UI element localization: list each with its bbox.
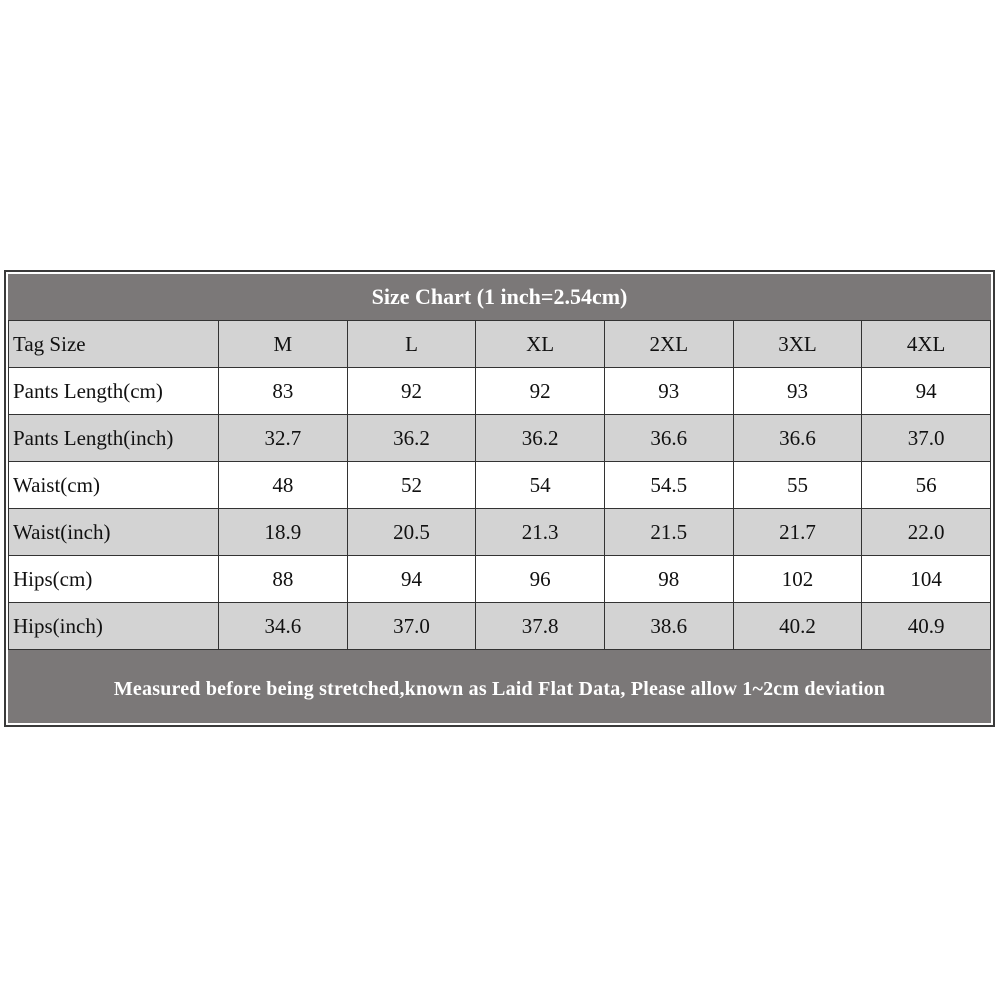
measurement-value: 52 [347,462,476,509]
measurement-value: 93 [604,368,733,415]
measurement-value: 36.2 [476,415,605,462]
measurement-value: 56 [862,462,991,509]
measurement-value: 48 [219,462,348,509]
measurement-value: 92 [347,368,476,415]
measurement-value: 94 [862,368,991,415]
measurement-value: 21.7 [733,509,862,556]
size-column-header: 2XL [604,321,733,368]
measurement-value: 22.0 [862,509,991,556]
measurement-value: 88 [219,556,348,603]
measurement-row [9,368,991,415]
chart-title: Size Chart (1 inch=2.54cm) [9,274,991,321]
measurement-row [9,415,991,462]
measurement-label: Waist(cm) [9,462,219,509]
measurement-value: 94 [347,556,476,603]
title-row [9,274,991,321]
measurement-value: 37.0 [347,603,476,650]
size-column-header: 3XL [733,321,862,368]
measurement-value: 38.6 [604,603,733,650]
tag-size-label: Tag Size [9,321,219,368]
measurement-value: 98 [604,556,733,603]
size-column-header: 4XL [862,321,991,368]
size-chart [4,270,995,727]
measurement-label: Waist(inch) [9,509,219,556]
measurement-value: 37.0 [862,415,991,462]
measurement-value: 40.9 [862,603,991,650]
measurement-value: 36.2 [347,415,476,462]
measurement-label: Pants Length(cm) [9,368,219,415]
size-chart-inner [8,274,991,723]
measurement-value: 96 [476,556,605,603]
measurement-value: 37.8 [476,603,605,650]
measurement-value: 54.5 [604,462,733,509]
size-column-header: L [347,321,476,368]
measurement-value: 21.5 [604,509,733,556]
measurement-label: Hips(cm) [9,556,219,603]
measurement-value: 40.2 [733,603,862,650]
measurement-row [9,509,991,556]
size-header-row [9,321,991,368]
measurement-row [9,603,991,650]
measurement-value: 93 [733,368,862,415]
measurement-row [9,556,991,603]
measurement-value: 55 [733,462,862,509]
measurement-label: Hips(inch) [9,603,219,650]
measurement-value: 36.6 [604,415,733,462]
measurement-value: 83 [219,368,348,415]
measurement-value: 32.7 [219,415,348,462]
measurement-value: 21.3 [476,509,605,556]
measurement-value: 92 [476,368,605,415]
measurement-label: Pants Length(inch) [9,415,219,462]
size-column-header: XL [476,321,605,368]
size-column-header: M [219,321,348,368]
size-table [8,274,991,650]
measurement-value: 36.6 [733,415,862,462]
deviation-note: Measured before being stretched,known as Laid Flat Data, Please allow 1~2cm deviation [113,677,886,700]
measurement-value: 18.9 [219,509,348,556]
measurement-value: 104 [862,556,991,603]
measurement-value: 54 [476,462,605,509]
measurement-value: 102 [733,556,862,603]
measurement-value: 20.5 [347,509,476,556]
measurement-value: 34.6 [219,603,348,650]
measurement-row [9,462,991,509]
